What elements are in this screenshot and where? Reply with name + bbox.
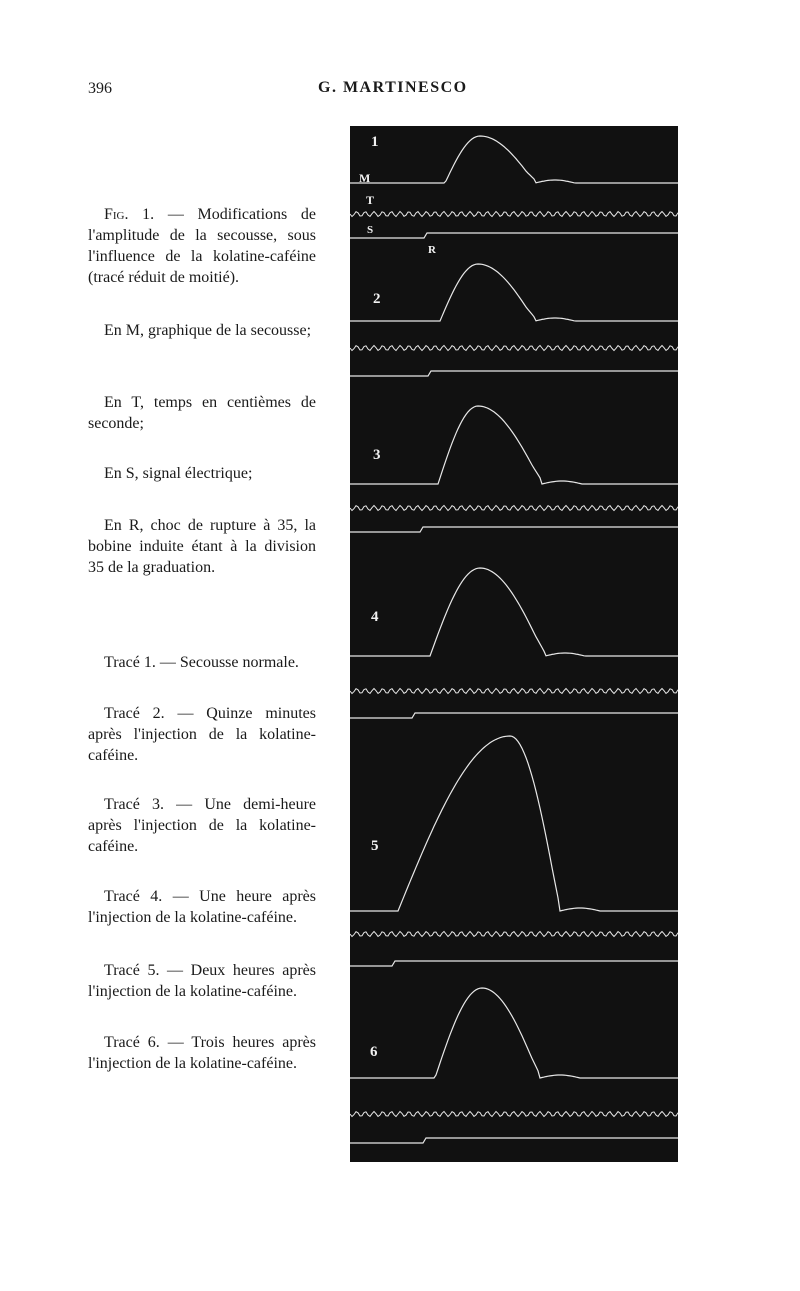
- trace-caption-2: [88, 703, 316, 766]
- running-head: G. MARTINESCO: [318, 79, 468, 96]
- trace-number-5: 5: [371, 838, 379, 854]
- trace-caption-5-text: Tracé 5. — Deux heures après l'injection de la kolatine-caféine.: [88, 962, 316, 1000]
- label-s: S: [367, 224, 374, 236]
- legend-s-text: En S, signal électrique;: [104, 465, 253, 482]
- figure-caption: [88, 204, 316, 288]
- myograph-figure: [350, 126, 678, 1162]
- myograph-svg: [350, 126, 678, 1162]
- trace-caption-5: [88, 960, 316, 1002]
- page-number: 396: [88, 80, 112, 97]
- legend-m: [88, 320, 316, 341]
- label-t: T: [366, 193, 375, 207]
- legend-t: [88, 392, 316, 434]
- legend-t-text: En T, temps en centièmes de seconde;: [88, 394, 316, 432]
- figure-background: [350, 126, 678, 1162]
- trace-caption-3-text: Tracé 3. — Une demi-heure après l'injection de la kolatine-caféine.: [88, 796, 316, 855]
- trace-caption-1-text: Tracé 1. — Secousse normale.: [104, 654, 299, 671]
- figure-caption-text: — Modifications de l'amplitude de la secousse, sous l'influence de la kolatine-caféine (tracé réduit de moitié).: [88, 206, 316, 286]
- legend-r-text: En R, choc de rupture à 35, la bobine induite étant à la division 35 de la graduation.: [88, 517, 316, 576]
- trace-number-3: 3: [373, 447, 381, 463]
- trace-caption-6: [88, 1032, 316, 1074]
- trace-caption-3: [88, 794, 316, 857]
- trace-caption-1: [88, 652, 316, 673]
- trace-number-2: 2: [373, 291, 381, 307]
- trace-number-6: 6: [370, 1044, 378, 1060]
- trace-caption-4: [88, 886, 316, 928]
- label-r: R: [428, 244, 436, 256]
- trace-number-4: 4: [371, 609, 379, 625]
- trace-caption-2-text: Tracé 2. — Quinze minutes après l'injection de la kolatine-caféine.: [88, 705, 316, 764]
- figure-label: Fig. 1.: [104, 206, 155, 223]
- legend-m-text: En M, graphique de la secousse;: [104, 322, 312, 339]
- legend-s: [88, 463, 316, 484]
- trace-caption-6-text: Tracé 6. — Trois heures après l'injection de la kolatine-caféine.: [88, 1034, 316, 1072]
- legend-r: [88, 515, 316, 578]
- trace-caption-4-text: Tracé 4. — Une heure après l'injection de la kolatine-caféine.: [88, 888, 316, 926]
- trace-number-1: 1: [371, 134, 379, 150]
- label-m: M: [359, 171, 371, 185]
